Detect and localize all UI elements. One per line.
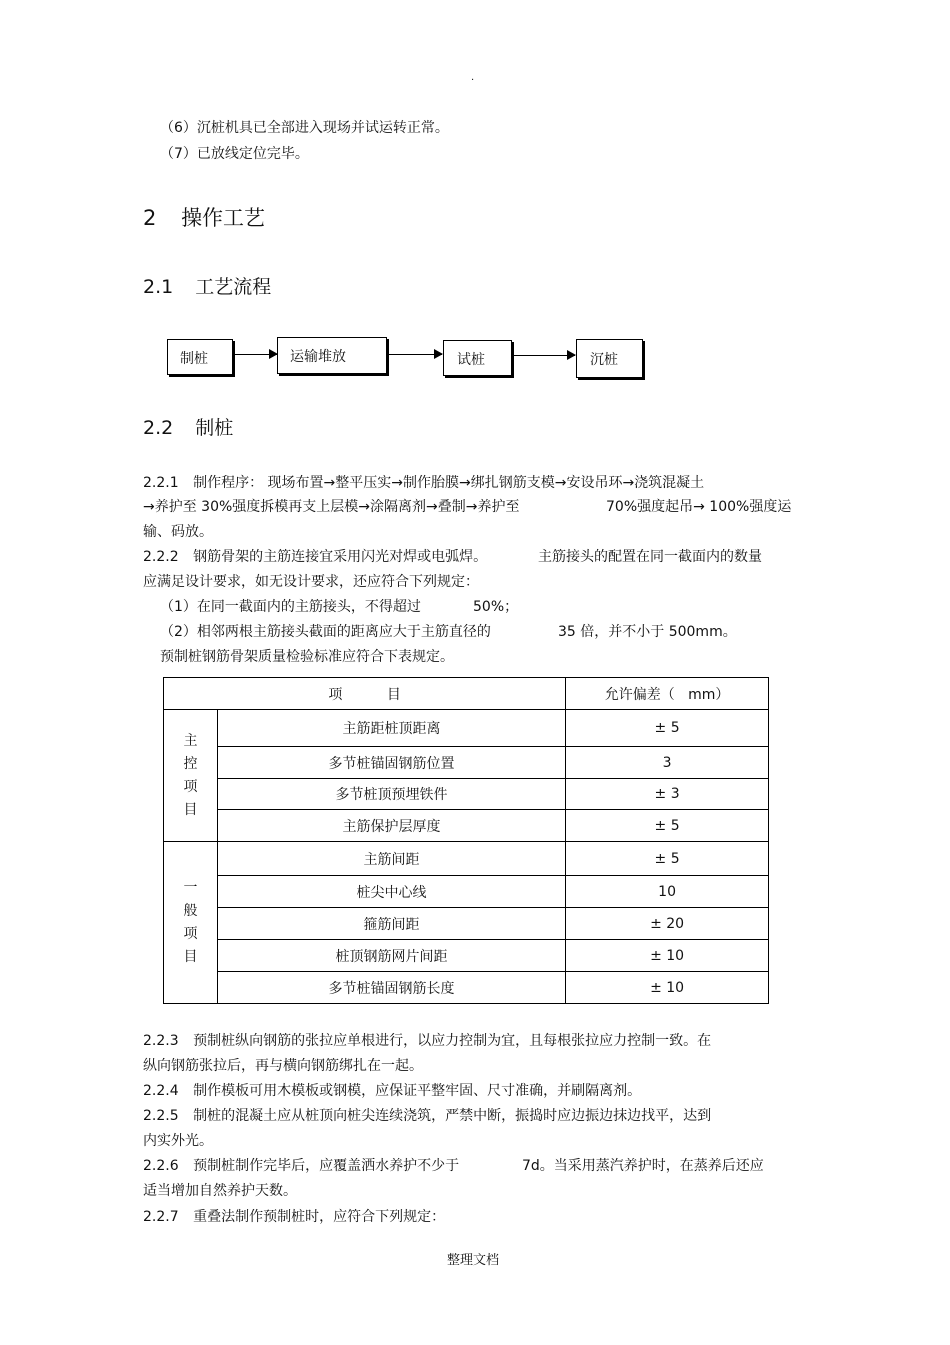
group-label-general — [164, 842, 218, 1004]
para-number: 2.2.7 — [143, 1209, 179, 1225]
cell-tolerance: ± 10 — [566, 972, 769, 1004]
section-number: 2.1 — [143, 276, 174, 298]
table-row — [164, 908, 769, 940]
cell-item: 桩顶钢筋网片间距 — [217, 940, 565, 972]
header-item: 项 目 — [164, 678, 566, 710]
para-2-2-1-line-1 — [143, 474, 704, 492]
section-2-2-heading — [143, 413, 233, 440]
para-2-2-5-line-2: 内实外光。 — [143, 1133, 213, 1149]
para-2-2-3-line-1 — [143, 1032, 711, 1050]
cell-item: 主筋距桩顶距离 — [217, 710, 565, 747]
cell-tolerance: ± 3 — [566, 779, 769, 810]
para-2-2-6-line-2: 适当增加自然养护天数。 — [143, 1183, 297, 1199]
cell-item: 多节桩顶预埋铁件 — [217, 779, 565, 810]
group-label-char: 目 — [183, 948, 198, 965]
cell-item: 多节桩锚固钢筋位置 — [217, 747, 565, 779]
para-text: 预制桩制作完毕后，应覆盖洒水养护不少于 — [193, 1158, 460, 1174]
table-row — [164, 779, 769, 810]
flow-arrow — [511, 355, 575, 356]
table-row — [164, 747, 769, 779]
section-2-heading — [143, 202, 265, 232]
section-2-1-heading — [143, 272, 271, 299]
flow-arrow — [232, 354, 277, 355]
cell-tolerance: ± 5 — [566, 842, 769, 876]
group-label-char: 控 — [183, 755, 198, 772]
cell-tolerance: ± 5 — [566, 810, 769, 842]
section-number: 2 — [143, 206, 157, 230]
para-text: 制桩的混凝土应从桩顶向桩尖连续浇筑，严禁中断，振捣时应边振边抹边找平，达到 — [193, 1108, 712, 1124]
para-2-2-2-line-1b: 主筋接头的配置在同一截面内的数量 — [538, 549, 762, 565]
header-dot: · — [471, 75, 475, 86]
para-number: 2.2.6 — [143, 1158, 179, 1174]
intro-item-6: （6）沉桩机具已全部进入现场并试运转正常。 — [160, 120, 449, 136]
cell-tolerance: ± 20 — [566, 908, 769, 940]
para-number: 2.2.3 — [143, 1033, 179, 1049]
table-row — [164, 710, 769, 747]
flow-step-label: 制桩 — [180, 351, 208, 367]
para-number: 2.2.4 — [143, 1083, 179, 1099]
group-label-char: 项 — [183, 925, 198, 942]
cell-item: 桩尖中心线 — [217, 876, 565, 908]
inspection-standard-table — [163, 677, 769, 1004]
cell-item: 多节桩锚固钢筋长度 — [217, 972, 565, 1004]
group-label-char: 一 — [183, 879, 198, 896]
flow-arrow — [386, 354, 442, 355]
flow-step-2 — [277, 337, 387, 374]
para-2-2-1-line-3: 输、码放。 — [143, 524, 213, 540]
table-row — [164, 940, 769, 972]
intro-item-7: （7）已放线定位完毕。 — [160, 146, 309, 162]
cell-item: 主筋保护层厚度 — [217, 810, 565, 842]
page-footer: 整理文档 — [447, 1253, 500, 1268]
para-2-2-6-line-1 — [143, 1157, 459, 1175]
table-row — [164, 972, 769, 1004]
flow-step-label: 试桩 — [457, 352, 485, 368]
para-number: 2.2.1 — [143, 475, 179, 491]
rule-item-1: （1）在同一截面内的主筋接头，不得超过 — [160, 599, 421, 615]
para-2-2-1-line-2a: →养护至 30%强度拆模再支上层模→涂隔离剂→叠制→养护至 — [143, 499, 520, 515]
cell-tolerance: ± 5 — [566, 710, 769, 747]
rule-item-2-value: 35 倍，并不小于 500mm。 — [558, 624, 737, 640]
table-row — [164, 876, 769, 908]
rule-item-1-value: 50%； — [473, 599, 519, 615]
section-title: 制桩 — [195, 417, 234, 439]
para-2-2-1-line-2b: 70%强度起吊→ 100%强度运 — [606, 499, 792, 515]
group-label-char: 目 — [183, 801, 198, 818]
para-2-2-2-line-2: 应满足设计要求，如无设计要求，还应符合下列规定： — [143, 574, 479, 590]
group-label-char: 般 — [183, 902, 198, 919]
header-tolerance: 允许偏差（ mm） — [566, 678, 769, 710]
table-header-row — [164, 678, 769, 710]
cell-item: 主筋间距 — [217, 842, 565, 876]
para-text: 钢筋骨架的主筋连接宜采用闪光对焊或电弧焊。 — [193, 549, 488, 565]
para-2-2-5-line-1 — [143, 1107, 711, 1125]
para-2-2-7 — [143, 1208, 445, 1226]
table-row — [164, 842, 769, 876]
flow-step-4 — [576, 339, 643, 378]
cell-item: 箍筋间距 — [217, 908, 565, 940]
para-text: 制作模板可用木模板或钢模，应保证平整牢固、尺寸准确，并刷隔离剂。 — [193, 1083, 642, 1099]
para-text: 预制桩纵向钢筋的张拉应单根进行，以应力控制为宜，且每根张拉应力控制一致。在 — [193, 1033, 712, 1049]
table-row — [164, 810, 769, 842]
flow-step-label: 沉桩 — [590, 352, 618, 368]
cell-tolerance: ± 10 — [566, 940, 769, 972]
flow-step-1 — [167, 339, 233, 375]
group-label-char: 主 — [183, 732, 198, 749]
flow-step-3 — [443, 340, 512, 376]
flow-step-label: 运输堆放 — [290, 349, 346, 365]
section-title: 操作工艺 — [181, 206, 266, 230]
para-2-2-3-line-2: 纵向钢筋张拉后，再与横向钢筋绑扎在一起。 — [143, 1058, 423, 1074]
para-2-2-2-line-1 — [143, 548, 487, 566]
cell-tolerance: 3 — [566, 747, 769, 779]
para-text: 制作程序： 现场布置→整平压实→制作胎膜→绑扎钢筋支模→安设吊环→浇筑混凝土 — [193, 475, 705, 491]
group-label-char: 项 — [183, 778, 198, 795]
para-2-2-6-line-1b: 7d。当采用蒸汽养护时，在蒸养后还应 — [522, 1158, 764, 1174]
para-text: 重叠法制作预制桩时，应符合下列规定： — [193, 1209, 446, 1225]
rule-item-2: （2）相邻两根主筋接头截面的距离应大于主筋直径的 — [160, 624, 491, 640]
para-2-2-4 — [143, 1082, 641, 1100]
para-number: 2.2.2 — [143, 549, 179, 565]
group-label-main — [164, 710, 218, 842]
section-title: 工艺流程 — [195, 276, 272, 298]
section-number: 2.2 — [143, 417, 174, 439]
cell-tolerance: 10 — [566, 876, 769, 908]
para-number: 2.2.5 — [143, 1108, 179, 1124]
table-intro: 预制桩钢筋骨架质量检验标准应符合下表规定。 — [160, 649, 454, 665]
